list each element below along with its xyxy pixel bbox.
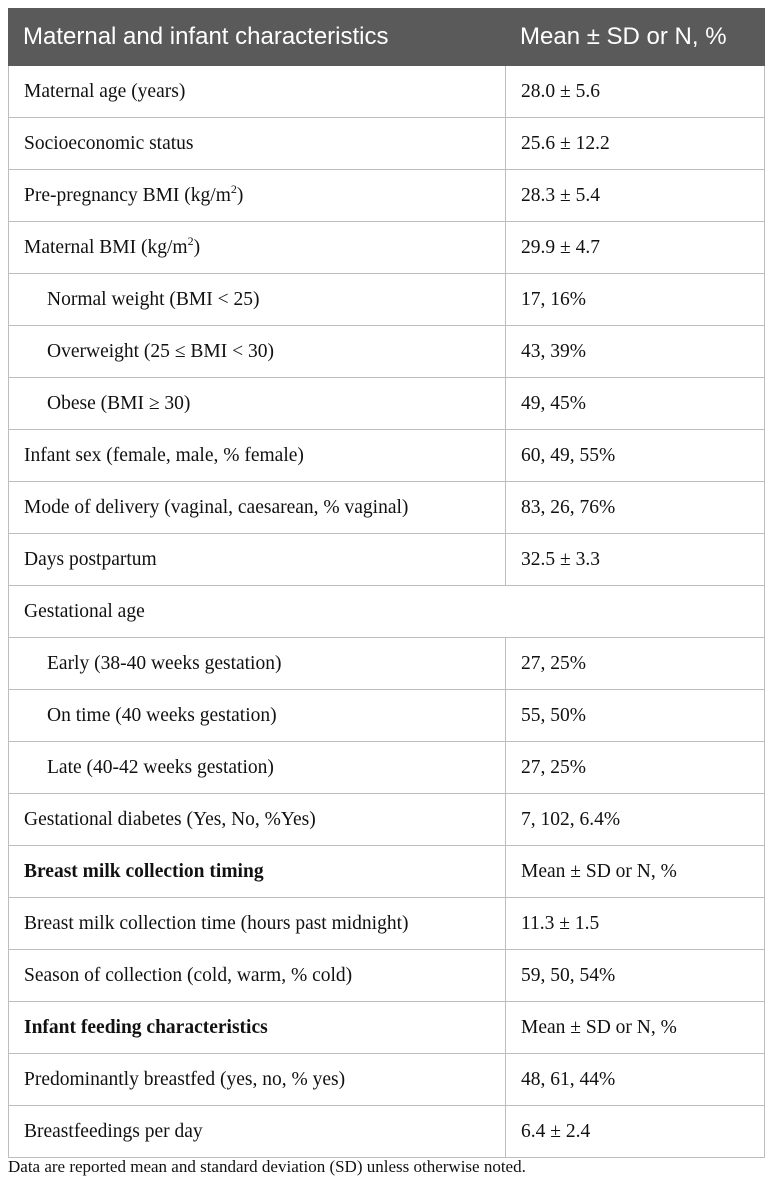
superscript: 2: [187, 233, 194, 248]
row-label: Predominantly breastfed (yes, no, % yes): [9, 1054, 506, 1106]
header-characteristics: Maternal and infant characteristics: [9, 9, 506, 66]
table-row: [9, 222, 765, 274]
row-label: Normal weight (BMI < 25): [9, 274, 506, 326]
table-row: [9, 534, 765, 586]
row-label: Socioeconomic status: [9, 118, 506, 170]
table-row: [9, 742, 765, 794]
row-label: Gestational age: [9, 586, 765, 638]
section-heading: Breast milk collection timing: [9, 846, 506, 898]
table-row: [9, 482, 765, 534]
row-label: On time (40 weeks gestation): [9, 690, 506, 742]
table-row: [9, 638, 765, 690]
table-header-row: [9, 9, 765, 66]
row-value: 59, 50, 54%: [506, 950, 765, 1002]
table-row: [9, 898, 765, 950]
table-row: [9, 794, 765, 846]
header-value: Mean ± SD or N, %: [506, 9, 765, 66]
row-value: 29.9 ± 4.7: [506, 222, 765, 274]
row-value: 28.3 ± 5.4: [506, 170, 765, 222]
table-footnote: Data are reported mean and standard deviation (SD) unless otherwise noted.: [8, 1157, 526, 1176]
table-row: [9, 950, 765, 1002]
row-label: Breastfeedings per day: [9, 1106, 506, 1158]
table-row: [9, 170, 765, 222]
row-label: Gestational diabetes (Yes, No, %Yes): [9, 794, 506, 846]
row-value: 6.4 ± 2.4: [506, 1106, 765, 1158]
table-row: [9, 690, 765, 742]
row-label: Infant sex (female, male, % female): [9, 430, 506, 482]
row-label: Obese (BMI ≥ 30): [9, 378, 506, 430]
row-value: 11.3 ± 1.5: [506, 898, 765, 950]
row-value: 60, 49, 55%: [506, 430, 765, 482]
row-value: 27, 25%: [506, 742, 765, 794]
row-value: 83, 26, 76%: [506, 482, 765, 534]
row-label: Season of collection (cold, warm, % cold): [9, 950, 506, 1002]
row-label-text: Maternal BMI (kg/m: [24, 236, 188, 258]
row-value: 25.6 ± 12.2: [506, 118, 765, 170]
row-label: Maternal age (years): [9, 66, 506, 118]
row-label: Overweight (25 ≤ BMI < 30): [9, 326, 506, 378]
row-label: Mode of delivery (vaginal, caesarean, % vaginal): [9, 482, 506, 534]
row-value: 48, 61, 44%: [506, 1054, 765, 1106]
table-row: [9, 66, 765, 118]
characteristics-table-container: [8, 8, 764, 1158]
table-row: [9, 326, 765, 378]
table-row: [9, 1106, 765, 1158]
row-value: 27, 25%: [506, 638, 765, 690]
row-label-suffix: ): [236, 184, 244, 206]
table-row: [9, 274, 765, 326]
table-row-section: [9, 846, 765, 898]
table-row: [9, 118, 765, 170]
characteristics-table: [8, 8, 765, 1158]
table-row: [9, 430, 765, 482]
table-row-section: [9, 1002, 765, 1054]
row-label: Days postpartum: [9, 534, 506, 586]
table-row: [9, 378, 765, 430]
row-label: [9, 222, 506, 274]
superscript: 2: [230, 181, 237, 196]
row-label: Early (38-40 weeks gestation): [9, 638, 506, 690]
row-label: Breast milk collection time (hours past midnight): [9, 898, 506, 950]
row-value: 32.5 ± 3.3: [506, 534, 765, 586]
table-row-section: [9, 586, 765, 638]
row-value: 28.0 ± 5.6: [506, 66, 765, 118]
row-label: [9, 170, 506, 222]
table-row: [9, 1054, 765, 1106]
row-label-text: Pre-pregnancy BMI (kg/m: [24, 184, 231, 206]
row-value: Mean ± SD or N, %: [506, 1002, 765, 1054]
row-label-suffix: ): [193, 236, 201, 258]
row-value: 43, 39%: [506, 326, 765, 378]
row-value: 7, 102, 6.4%: [506, 794, 765, 846]
row-value: 17, 16%: [506, 274, 765, 326]
section-heading: Infant feeding characteristics: [9, 1002, 506, 1054]
row-value: 55, 50%: [506, 690, 765, 742]
row-value: Mean ± SD or N, %: [506, 846, 765, 898]
row-label: Late (40-42 weeks gestation): [9, 742, 506, 794]
row-value: 49, 45%: [506, 378, 765, 430]
